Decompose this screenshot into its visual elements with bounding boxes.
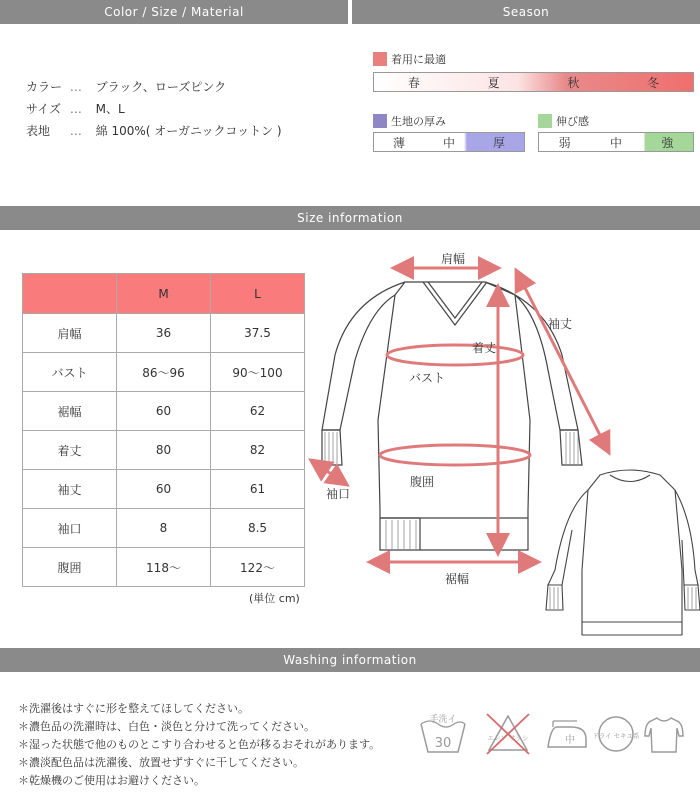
table-header-cell: M (117, 274, 211, 314)
stretch-weak: 弱 (558, 135, 571, 150)
stretch-swatch (538, 114, 552, 128)
cell-l: 122〜 (211, 548, 305, 587)
table-row (23, 314, 305, 353)
attribute-material (26, 122, 282, 139)
attribute-value: 綿 100%( オーガニックコットン ) (95, 124, 282, 138)
stretch-scale (538, 132, 694, 152)
season-summer: 夏 (487, 75, 500, 90)
table-header-cell (23, 274, 117, 314)
thickness-swatch (373, 114, 387, 128)
attribute-key: サイズ (26, 102, 62, 116)
season-winter: 冬 (647, 75, 660, 90)
no-bleach-text: エンソ サラシ (487, 734, 529, 742)
shoulder-label: 肩幅 (441, 252, 466, 266)
table-row (23, 509, 305, 548)
cell-l: 62 (211, 392, 305, 431)
table-row (23, 431, 305, 470)
season-header: Season (352, 0, 700, 24)
table-row (23, 548, 305, 587)
cuff-arrow (318, 465, 340, 480)
back-garment-outline (546, 470, 700, 635)
stretch-medium: 中 (609, 135, 622, 150)
iron-icon (543, 715, 591, 755)
iron-text: 中 (565, 735, 575, 746)
row-label: 裾幅 (23, 392, 117, 431)
thickness-thin: 薄 (392, 135, 405, 150)
cell-m: 60 (117, 470, 211, 509)
washing-note: ＊洗濯後はすぐに形を整えてほしてください。 (18, 702, 249, 715)
table-row (23, 353, 305, 392)
hem-label: 裾幅 (445, 572, 470, 586)
cell-l: 61 (211, 470, 305, 509)
attribute-separator: … (69, 80, 82, 94)
no-bleach-icon (483, 712, 533, 756)
cell-m: 36 (117, 314, 211, 353)
washing-information-header: Washing information (0, 648, 700, 672)
stretch-strong: 強 (661, 135, 674, 150)
attribute-key: カラー (26, 80, 63, 94)
cell-l: 37.5 (211, 314, 305, 353)
stretch-label: 伸び感 (556, 115, 589, 128)
table-header-row (23, 274, 305, 314)
cell-m: 80 (117, 431, 211, 470)
washing-note: ＊濃淡配色品は洗濯後、放置せずすぐに干してください。 (18, 756, 304, 769)
hand-wash-text: 手洗イ (429, 715, 457, 725)
thickness-medium: 中 (442, 135, 455, 150)
cell-m: 60 (117, 392, 211, 431)
season-autumn: 秋 (567, 75, 580, 90)
sleeve-arrow (520, 278, 605, 445)
thickness-label: 生地の厚み (391, 115, 446, 128)
row-label: 肩幅 (23, 314, 117, 353)
thickness-legend (373, 113, 446, 129)
attribute-separator: … (69, 102, 82, 116)
attribute-color (26, 78, 226, 95)
cell-m: 86〜96 (117, 353, 211, 392)
length-label: 着丈 (472, 341, 497, 355)
row-label: 腹囲 (23, 548, 117, 587)
washing-note: ＊湿った状態で他のものとこすり合わせると色が移るおそれがあります。 (18, 738, 381, 751)
row-label: バスト (23, 353, 117, 392)
washing-note: ＊濃色品の洗濯時は、白色・淡色と分けて洗ってください。 (18, 720, 315, 733)
dry-clean-icon (592, 714, 640, 754)
best-season-label: 着用に最適 (391, 53, 446, 66)
thickness-scale (373, 132, 525, 152)
hand-wash-icon (418, 712, 468, 756)
attribute-key: 表地 (26, 124, 51, 138)
cell-l: 82 (211, 431, 305, 470)
best-season-legend (373, 51, 446, 67)
cell-l: 8.5 (211, 509, 305, 548)
cell-l: 90〜100 (211, 353, 305, 392)
table-row (23, 470, 305, 509)
attribute-size (26, 100, 125, 117)
flat-dry-icon (643, 712, 685, 756)
belly-label: 腹囲 (410, 475, 435, 489)
unit-note: (単位 cm) (249, 592, 300, 605)
table-row (23, 392, 305, 431)
thickness-thick: 厚 (492, 135, 505, 150)
cuff-label: 袖口 (326, 487, 351, 501)
row-label: 袖口 (23, 509, 117, 548)
bust-label: バスト (409, 371, 446, 385)
row-label: 袖丈 (23, 470, 117, 509)
attribute-separator: … (69, 124, 82, 138)
sleeve-label: 袖丈 (548, 317, 573, 331)
row-label: 着丈 (23, 431, 117, 470)
size-table (22, 273, 305, 587)
table-header-cell: L (211, 274, 305, 314)
best-season-swatch (373, 52, 387, 66)
cell-m: 8 (117, 509, 211, 548)
cell-m: 118〜 (117, 548, 211, 587)
attribute-value: M、L (95, 102, 125, 116)
attribute-value: ブラック、ローズピンク (95, 80, 227, 94)
washing-note: ＊乾燥機のご使用はお避けください。 (18, 774, 205, 787)
size-information-header: Size information (0, 206, 700, 230)
garment-diagram (310, 240, 700, 645)
stretch-legend (538, 113, 589, 129)
hand-wash-temp: 30 (434, 736, 452, 751)
color-size-material-header: Color / Size / Material (0, 0, 348, 24)
season-spring: 春 (407, 75, 420, 90)
dry-clean-text: ドライ セキユ系 (592, 732, 640, 740)
season-scale (373, 72, 694, 92)
